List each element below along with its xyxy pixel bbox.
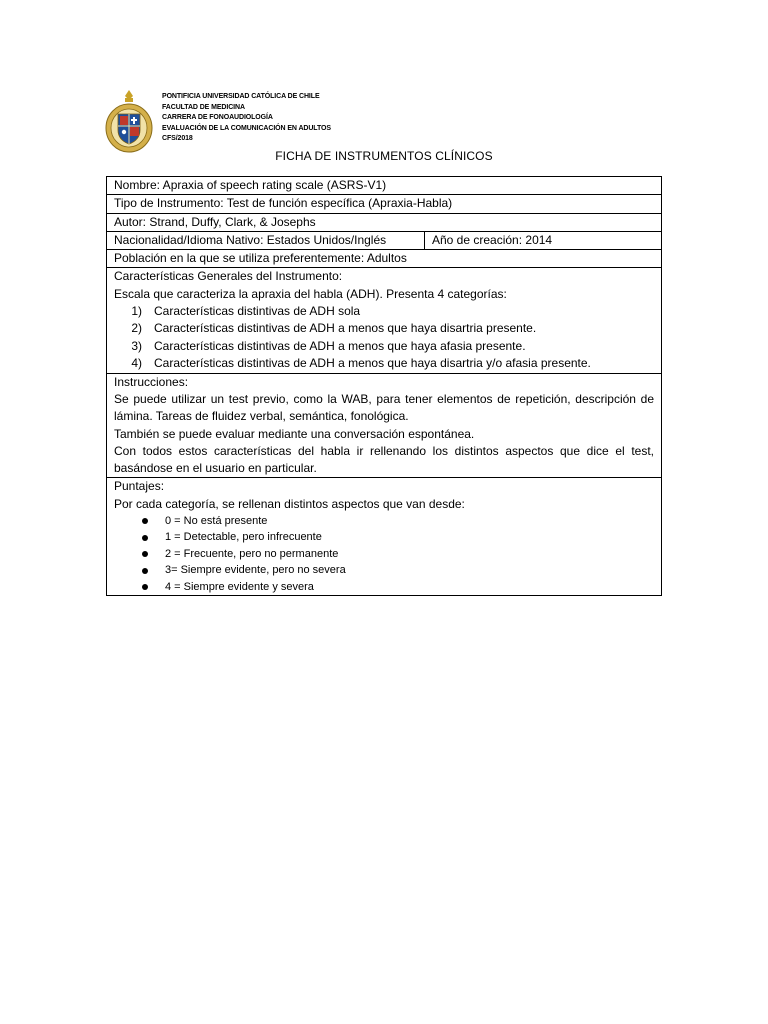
instrucciones-heading: Instrucciones: xyxy=(114,374,189,389)
autor-cell: Autor: Strand, Duffy, Clark, & Josephs xyxy=(107,213,662,231)
header-line: EVALUACIÓN DE LA COMUNICACIÓN EN ADULTOS xyxy=(162,124,331,132)
list-item xyxy=(114,562,661,578)
item-text: Características distintivas de ADH a menos que haya afasia presente. xyxy=(154,338,526,353)
document-title: FICHA DE INSTRUMENTOS CLÍNICOS xyxy=(275,149,493,163)
table-row xyxy=(107,268,662,373)
caracteristicas-heading: Características Generales del Instrumento: xyxy=(114,269,343,284)
score-text: 1 = Detectable, pero infrecuente xyxy=(165,531,322,544)
score-list xyxy=(114,513,661,595)
list-item xyxy=(114,546,661,562)
instrument-table xyxy=(106,176,662,596)
puntajes-heading: Puntajes: xyxy=(114,479,165,494)
puntajes-cell xyxy=(107,478,662,596)
bullet-icon xyxy=(142,584,148,590)
table-row xyxy=(107,231,662,249)
instrucciones-paragraph: También se puede evaluar mediante una conversación espontánea. xyxy=(114,426,475,441)
item-number: 2) xyxy=(131,321,142,336)
anio-cell: Año de creación: 2014 xyxy=(425,231,662,249)
table-row xyxy=(107,373,662,478)
caracteristicas-intro: Escala que caracteriza la apraxia del habla (ADH). Presenta 4 categorías: xyxy=(114,286,507,301)
list-item xyxy=(114,320,661,337)
item-number: 1) xyxy=(131,304,142,319)
instrucciones-paragraph: Se puede utilizar un test previo, como la WAB, para tener elementos de repetición, descripción de lámina. Tareas de fluidez verbal, semántica, fonológica. xyxy=(114,392,654,424)
score-text: 3= Siempre evidente, pero no severa xyxy=(165,564,346,577)
nacionalidad-cell: Nacionalidad/Idioma Nativo: Estados Unidos/Inglés xyxy=(107,231,425,249)
poblacion-cell: Población en la que se utiliza preferentemente: Adultos xyxy=(107,250,662,268)
list-item xyxy=(114,579,661,595)
nombre-cell: Nombre: Apraxia of speech rating scale (ASRS-V1) xyxy=(107,177,662,195)
list-item xyxy=(114,303,661,320)
header-line: FACULTAD DE MEDICINA xyxy=(162,103,245,111)
table-row xyxy=(107,177,662,195)
university-seal-logo xyxy=(104,88,154,154)
list-item xyxy=(114,513,661,529)
table-row xyxy=(107,195,662,213)
header-line: CFS/2018 xyxy=(162,135,193,142)
tipo-cell: Tipo de Instrumento: Test de función específica (Apraxia-Habla) xyxy=(107,195,662,213)
bullet-icon xyxy=(142,551,148,557)
item-number: 3) xyxy=(131,338,142,353)
list-item xyxy=(114,338,661,355)
instrucciones-cell xyxy=(107,373,662,478)
category-list xyxy=(114,303,661,373)
list-item xyxy=(114,529,661,545)
instrucciones-paragraph: Con todos estos características del habla ir rellenando los distintos aspectos que dice el test, basándose en el usuario en particular. xyxy=(114,443,654,476)
item-text: Características distintivas de ADH a menos que haya disartria y/o afasia presente. xyxy=(154,356,591,371)
header-line: CARRERA DE FONOAUDIOLOGÍA xyxy=(162,114,273,121)
header-line: PONTIFICIA UNIVERSIDAD CATÓLICA DE CHILE xyxy=(162,93,320,100)
item-number: 4) xyxy=(131,356,142,371)
bullet-icon xyxy=(142,535,148,541)
table-row xyxy=(107,213,662,231)
item-text: Características distintivas de ADH a menos que haya disartria presente. xyxy=(154,321,537,336)
bullet-icon xyxy=(142,518,148,524)
score-text: 0 = No está presente xyxy=(165,515,268,528)
bullet-icon xyxy=(142,568,148,574)
caracteristicas-cell xyxy=(107,268,662,373)
table-row xyxy=(107,250,662,268)
item-text: Características distintivas de ADH sola xyxy=(154,304,361,319)
table-row xyxy=(107,478,662,596)
institution-header xyxy=(104,88,331,154)
score-text: 2 = Frecuente, pero no permanente xyxy=(165,547,339,560)
institution-lines xyxy=(162,92,331,145)
puntajes-intro: Por cada categoría, se rellenan distintos aspectos que van desde: xyxy=(114,496,465,511)
list-item xyxy=(114,355,661,372)
score-text: 4 = Siempre evidente y severa xyxy=(165,580,314,593)
